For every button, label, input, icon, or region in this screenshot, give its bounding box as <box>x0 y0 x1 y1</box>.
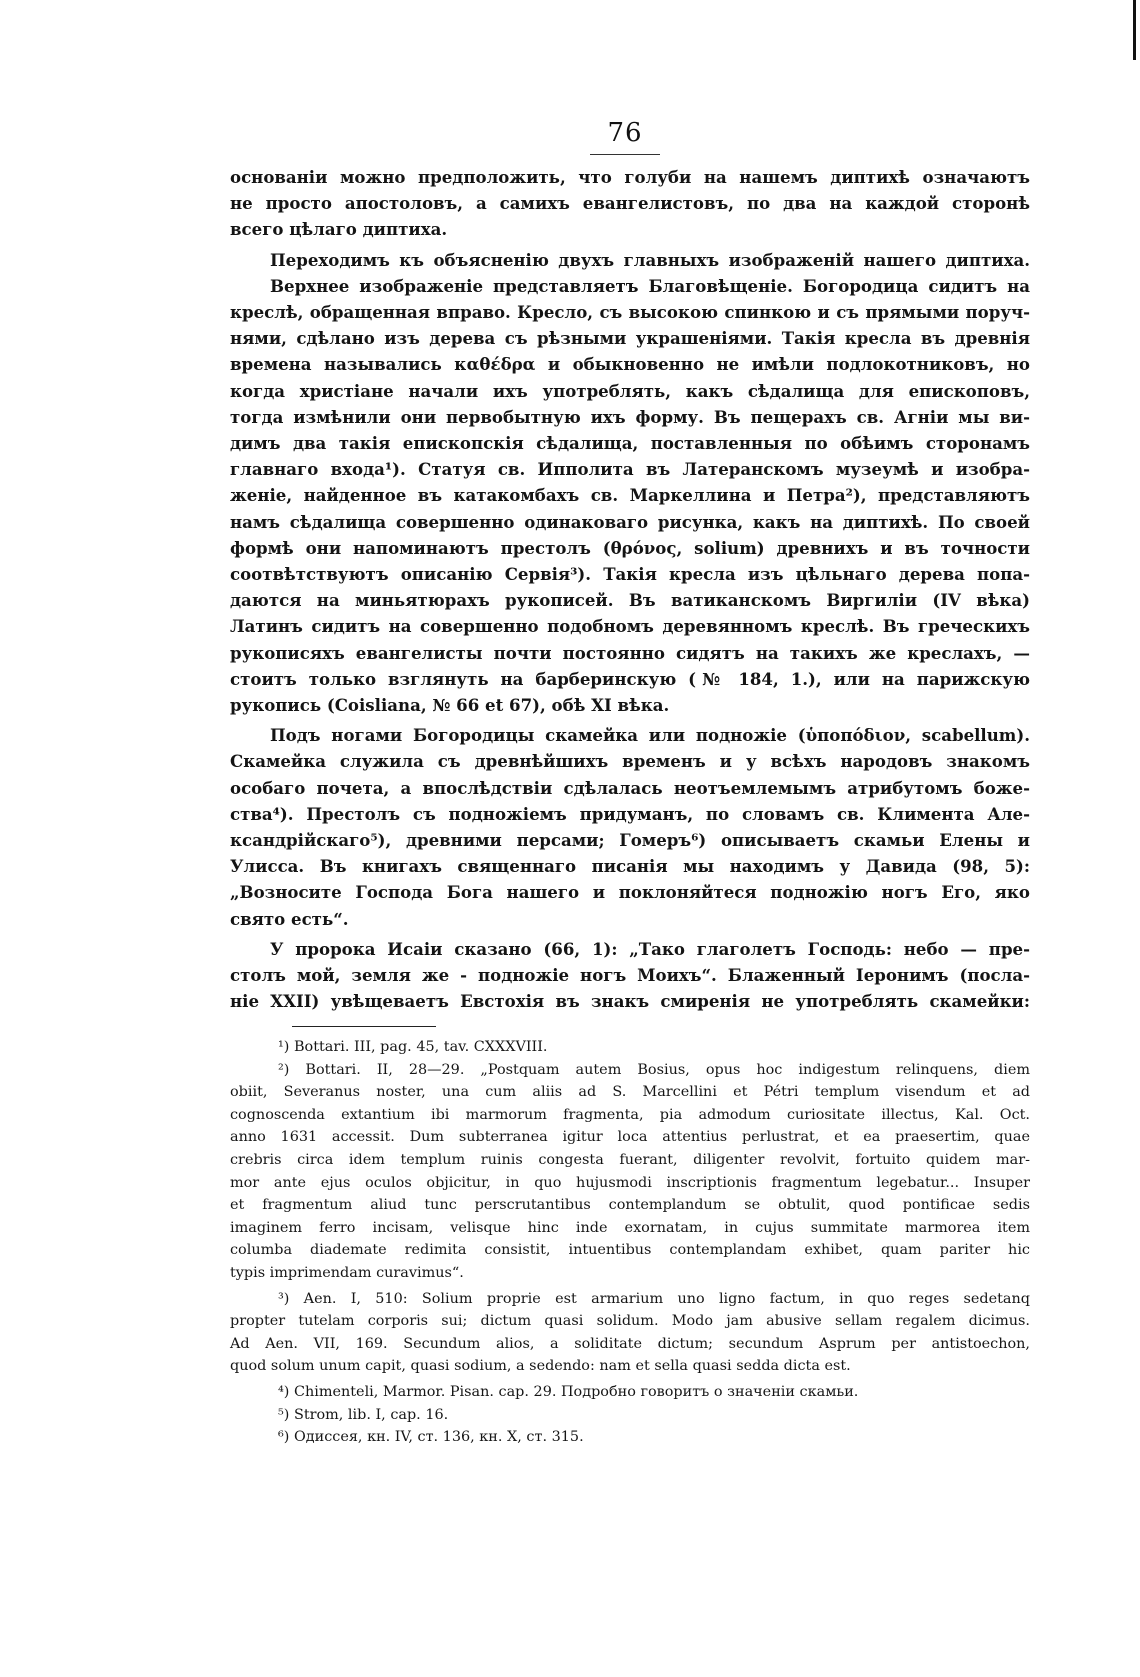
main-text <box>230 164 1030 1015</box>
footnote-line: columba diademate redimita consistit, intuentibus contemplandam exhibet, quam pariter hic <box>230 1242 1030 1259</box>
scan-edge-mark <box>1133 0 1136 60</box>
text-line: не просто апостоловъ, а самихъ евангелистовъ, по два на каждой сторонѣ <box>230 193 1030 214</box>
footnote-line: ³) Aen. I, 510: Solium proprie est armarium uno ligno factum, in quo reges sedetanq <box>278 1290 1030 1307</box>
footnote-line: quod solum unum capit, quasi sodium, a sedendo: nam et sella quasi sedda dicta est. <box>230 1358 851 1375</box>
footnote-line: ⁴) Chimenteli, Marmor. Pisan. cap. 29. Подробно говоритъ о значенiи скамьи. <box>278 1383 859 1400</box>
footnote-line: obiit, Severanus noster, una cum aliis ad S. Marcellini et Pétri templum visendum et ad <box>230 1084 1030 1101</box>
text-line: тогда измѣнили они первобытную ихъ форму. Въ пещерахъ св. Агнiи мы ви- <box>230 406 1030 427</box>
text-line: Латинъ сидитъ на совершенно подобномъ деревянномъ креслѣ. Въ греческихъ <box>230 616 1030 637</box>
text-line: соотвѣтствуютъ описанiю Сервiя³). Такiя кресла изъ цѣльнаго дерева попа- <box>230 564 1030 585</box>
text-line: намъ сѣдалища совершенно одинаковаго рисунка, какъ на диптихѣ. По своей <box>230 511 1030 532</box>
text-line: нiе XXII) увѣщеваетъ Евстохiя въ знакъ смиренiя не употреблять скамейки: <box>230 991 1030 1012</box>
text-line: женiе, найденное въ катакомбахъ св. Маркеллина и Петра²), представляютъ <box>230 485 1030 506</box>
footnote-line: ²) Bottari. II, 28—29. „Postquam autem Bosius, opus hoc indigestum relinquens, diem <box>278 1061 1030 1078</box>
text-line: ксандрiйскаго⁵), древними персами; Гомеръ⁶) описываетъ скамьи Елены и <box>230 830 1030 851</box>
text-line: особаго почета, а впослѣдствiи сдѣлалась неотъемлемымъ атрибутомъ боже- <box>230 777 1030 798</box>
text-line: времена назывались καθέδρα и обыкновенно не имѣли подлокотниковъ, но <box>230 354 1030 375</box>
footnote-line: crebris circa idem templum ruinis congesta fuerant, diligenter revolvit, fortuito quidem mar- <box>230 1151 1030 1168</box>
text-line: У пророка Исаiи сказано (66, 1): „Тако глаголетъ Господь: небо — пре- <box>270 938 1030 959</box>
text-line: рукописяхъ евангелисты почти постоянно сидятъ на такихъ же креслахъ, — <box>230 642 1030 663</box>
text-line: даются на миньятюрахъ рукописей. Въ ватиканскомъ Виргилiи (IV вѣка) <box>230 590 1030 611</box>
page-number-rule <box>590 154 660 155</box>
text-line: Улисса. Въ книгахъ священнаго писанiя мы находимъ у Давида (98, 5): <box>230 856 1030 877</box>
footnote-line: cognoscenda extantium ibi marmorum fragmenta, pia admodum curiositate illectus, Kal. Oct. <box>230 1106 1030 1123</box>
text-line: формѣ они напоминаютъ престолъ (θρόνος, solium) древнихъ и въ точности <box>230 537 1030 558</box>
text-line: основанiи можно предположить, что голуби на нашемъ диптихѣ означаютъ <box>230 167 1030 187</box>
text-line: всего цѣлаго диптиха. <box>230 219 448 240</box>
footnote-line: ⁵) Strom, lib. I, cap. 16. <box>278 1406 449 1423</box>
text-line: стоитъ только взглянуть на барберинскую (№ 184, 1.), или на парижскую <box>230 668 1030 689</box>
text-line: „Возносите Господа Бога нашего и поклоняйтеся подножiю ногъ Его, яко <box>230 882 1030 903</box>
footnote-line: ⁶) Одиссея, кн. IV, ст. 136, кн. X, ст. 315. <box>278 1429 584 1446</box>
page-number: 76 <box>607 118 643 148</box>
text-line: рукопись (Coisliana, № 66 et 67), обѣ XI вѣка. <box>230 695 670 716</box>
footnote-line: et fragmentum aliud tunc perscrutantibus contemplandum se obtulit, quod pontificae sedis <box>230 1197 1030 1214</box>
footnote-line: ¹) Bottari. III, pag. 45, tav. CXXXVIII. <box>278 1039 548 1055</box>
footnote-line: anno 1631 accessit. Dum subterranea igitur loca attentius perlustrat, et ea praesertim, quae <box>230 1129 1030 1146</box>
text-line: Подъ ногами Богородицы скамейка или подножiе (ὑποπόδιον, scabellum). <box>270 725 1030 746</box>
text-line: Верхнее изображенiе представляетъ Благовѣщенiе. Богородица сидитъ на <box>270 275 1030 296</box>
footnotes <box>230 1036 1030 1449</box>
footnote-line: typis imprimendam curavimus“. <box>230 1264 464 1281</box>
text-line: ства⁴). Престолъ съ подножiемъ придуманъ, по словамъ св. Климента Але- <box>230 803 1030 824</box>
footnote-separator <box>292 1026 436 1027</box>
text-line: столъ мой, земля же - подножiе ногъ Моихъ“. Блаженный Iеронимъ (посла- <box>230 965 1030 986</box>
text-line: Переходимъ къ объясненiю двухъ главныхъ изображенiй нашего диптиха. <box>270 249 1030 270</box>
text-line: свято есть“. <box>230 908 349 929</box>
footnote-line: imaginem ferro incisam, velisque hinc inde exornatam, in cujus summitate marmorea item <box>230 1219 1030 1236</box>
footnote-line: mor ante ejus oculos objicitur, in quo hujusmodi inscriptionis fragmentum legebatur... Insuper <box>230 1174 1030 1191</box>
text-line: Скамейка служила съ древнѣйшихъ временъ и у всѣхъ народовъ знакомъ <box>230 751 1030 772</box>
footnote-line: Ad Aen. VII, 169. Secundum alios, a soliditate dictum; secundum Asprum per antistoechon, <box>230 1335 1030 1352</box>
text-line: нями, сдѣлано изъ дерева съ рѣзными украшенiями. Такiя кресла въ древнiя <box>230 328 1030 349</box>
text-line: главнаго входа¹). Статуя св. Ипполита въ Латеранскомъ музеумѣ и изобра- <box>230 459 1030 480</box>
text-line: когда христiане начали ихъ употреблять, какъ сѣдалища для епископовъ, <box>230 380 1030 401</box>
footnote-line: propter tutelam corporis sui; dictum quasi solidum. Modo jam abusive sellam regalem dicimus. <box>230 1313 1030 1330</box>
text-line: димъ два такiя епископскiя сѣдалища, поставленныя по обѣимъ сторонамъ <box>230 433 1030 454</box>
text-line: креслѣ, обращенная вправо. Кресло, съ высокою спинкою и съ прямыми поруч- <box>230 302 1030 323</box>
